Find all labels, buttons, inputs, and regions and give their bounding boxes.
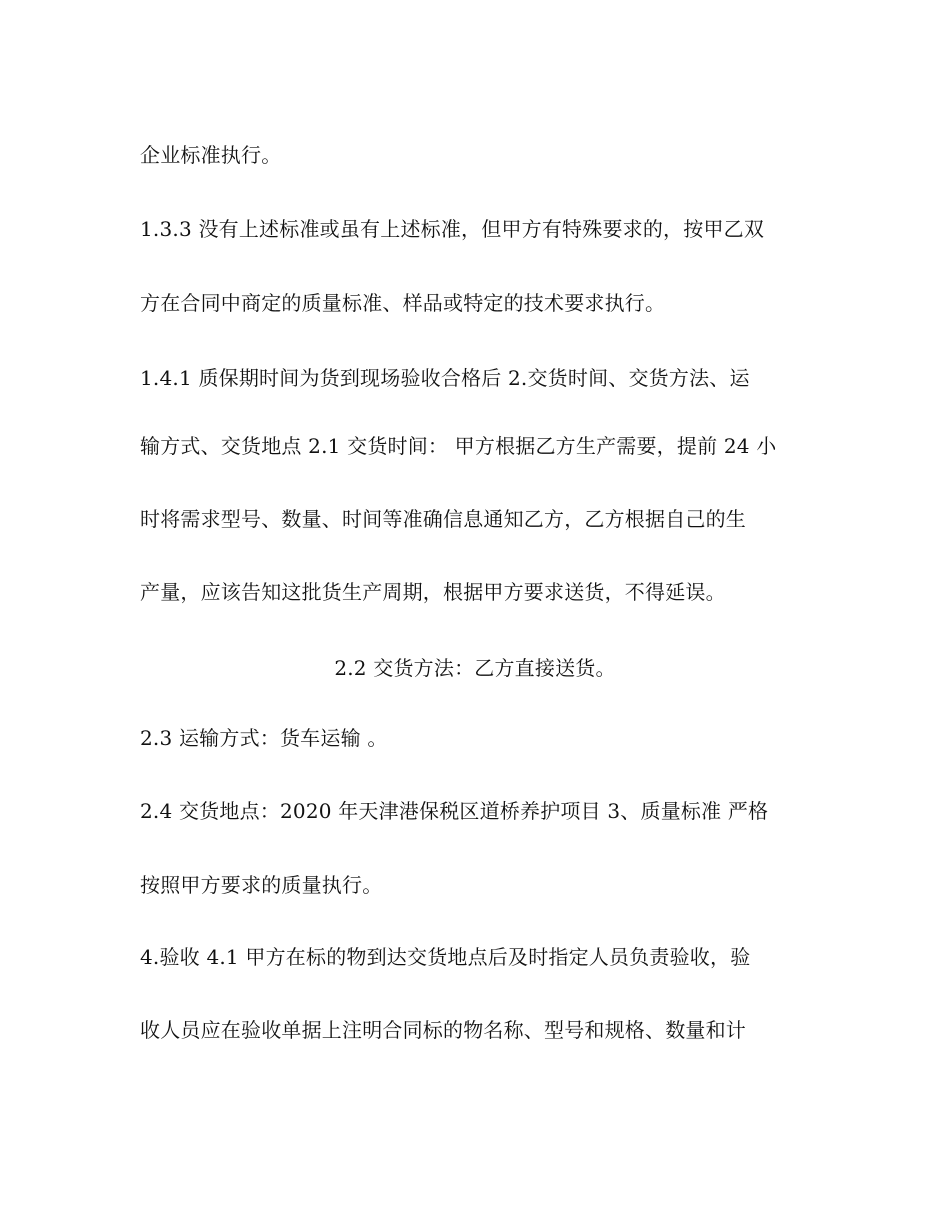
text-line: 按照甲方要求的质量执行。	[140, 873, 383, 897]
text-line: 方在合同中商定的质量标准、样品或特定的技术要求执行。	[140, 291, 666, 315]
text-line: 输方式、交货地点 2.1 交货时间： 甲方根据乙方生产需要，提前 24 小	[140, 434, 777, 458]
text-line: 2.4 交货地点：2020 年天津港保税区道桥养护项目 3、质量标准 严格	[140, 799, 769, 823]
text-line: 1.4.1 质保期时间为货到现场验收合格后 2.交货时间、交货方法、运	[140, 366, 750, 390]
text-line: 收人员应在验收单据上注明合同标的物名称、型号和规格、数量和计	[140, 1018, 746, 1042]
text-line: 1.3.3 没有上述标准或虽有上述标准，但甲方有特殊要求的，按甲乙双	[140, 217, 765, 241]
text-line: 时将需求型号、数量、时间等准确信息通知乙方，乙方根据自己的生	[140, 507, 746, 531]
text-line: 企业标准执行。	[140, 143, 282, 167]
centered-text-line: 2.2 交货方法：乙方直接送货。	[334, 656, 616, 680]
text-line: 2.3 运输方式：货车运输 。	[140, 726, 388, 750]
text-line: 4.验收 4.1 甲方在标的物到达交货地点后及时指定人员负责验收，验	[140, 945, 751, 969]
text-line: 产量，应该告知这批货生产周期，根据甲方要求送货，不得延误。	[140, 580, 726, 604]
